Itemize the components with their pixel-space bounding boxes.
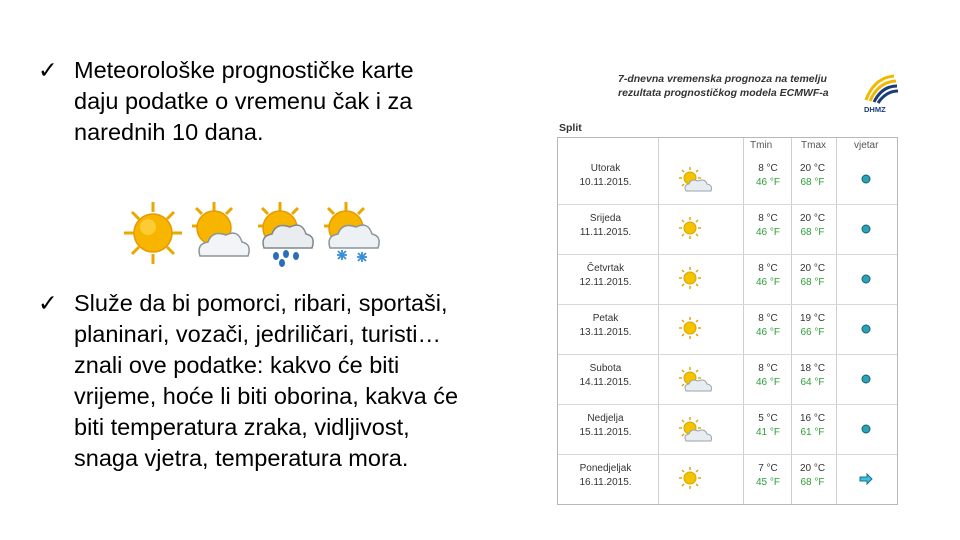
sun-cloud-snow-icon [318,198,384,268]
day-date: 16.11.2015. [579,477,632,488]
tmin-cell [738,362,798,390]
bullet-line: znali ove podatke: kakvo će biti [74,352,400,378]
day-cell [558,362,653,390]
tmin-cell [738,262,798,290]
day-cell [558,412,653,440]
sun-icon [678,265,714,293]
weather-icon-strip [120,198,390,268]
tmin-header: Tmin [750,140,773,151]
bullet-line: Služe da bi pomorci, ribari, sportaši, [74,290,448,316]
bullet-line: narednih 10 dana. [74,119,264,145]
day-name: Utorak [590,163,621,174]
city-label: Split [559,122,582,134]
tmax-fahrenheit: 61 °F [800,427,825,438]
day-date: 15.11.2015. [579,427,632,438]
tmin-celsius: 8 °C [758,363,778,374]
wind-dot-icon [859,172,873,186]
tmax-cell [790,412,835,440]
forecast-title-line: rezultata prognostičkog modela ECMWF-a [618,87,829,99]
tmax-celsius: 16 °C [799,413,826,424]
day-date: 12.11.2015. [579,277,632,288]
tmin-fahrenheit: 46 °F [755,377,780,388]
tmin-cell [738,462,798,490]
tmin-fahrenheit: 41 °F [755,427,780,438]
bullet-point [38,55,478,155]
forecast-row [558,254,897,304]
day-cell [558,212,653,240]
sun-icon [678,215,714,243]
day-date: 10.11.2015. [579,177,632,188]
wind-dot-icon [859,222,873,236]
bullet-line: biti temperatura zraka, vidljivost, [74,414,410,440]
tmin-celsius: 7 °C [758,463,778,474]
tmax-cell [790,362,835,390]
sun-cloud-rain-icon [252,198,318,268]
tmin-cell [738,162,798,190]
tmin-celsius: 5 °C [758,413,778,424]
day-name: Subota [589,363,622,374]
tmin-celsius: 8 °C [758,213,778,224]
forecast-row [558,454,897,504]
forecast-row [558,304,897,354]
tmax-celsius: 20 °C [799,263,826,274]
tmax-fahrenheit: 66 °F [800,327,825,338]
bullet-line: vrijeme, hoće li biti oborina, kakva će [74,383,459,409]
tmax-cell [790,262,835,290]
day-date: 11.11.2015. [579,227,632,238]
bullet-line: planinari, vozači, jedriličari, turisti… [74,321,441,347]
wind-arrow-right-icon [859,472,873,486]
day-name: Nedjelja [587,413,624,424]
bullet-line: snaga vjetra, temperatura mora. [74,445,409,471]
forecast-row [558,354,897,404]
tmin-fahrenheit: 45 °F [755,477,780,488]
bullet-line: Meteorološke prognostičke karte [74,57,414,83]
day-cell [558,312,653,340]
tmax-header: Tmax [801,140,826,151]
tmax-fahrenheit: 68 °F [800,227,825,238]
sun-icon [120,198,186,268]
dhmz-logo-icon [860,72,900,104]
tmax-fahrenheit: 68 °F [800,277,825,288]
wind-dot-icon [859,372,873,386]
tmin-cell [738,412,798,440]
day-cell [558,462,653,490]
tmin-cell [738,312,798,340]
tmin-fahrenheit: 46 °F [755,327,780,338]
tmax-celsius: 20 °C [799,463,826,474]
forecast-row [558,404,897,454]
wind-dot-icon [859,422,873,436]
tmin-celsius: 8 °C [758,313,778,324]
tmax-fahrenheit: 68 °F [800,477,825,488]
forecast-row [558,204,897,254]
tmin-cell [738,212,798,240]
tmax-fahrenheit: 64 °F [800,377,825,388]
tmax-celsius: 19 °C [799,313,826,324]
tmin-fahrenheit: 46 °F [755,227,780,238]
day-cell [558,162,653,190]
sun-cloud-icon [678,365,714,393]
tmax-cell [790,462,835,490]
bullet-text [74,55,414,148]
day-date: 14.11.2015. [579,377,632,388]
wind-dot-icon [859,272,873,286]
sun-cloud-icon [186,198,252,268]
bullet-point [38,288,518,488]
tmax-celsius: 20 °C [799,213,826,224]
forecast-table [557,137,898,505]
wind-dot-icon [859,322,873,336]
sun-cloud-icon [678,165,714,193]
day-cell [558,262,653,290]
forecast-title-line: 7-dnevna vremenska prognoza na temelju [618,73,827,85]
dhmz-logo [860,72,900,116]
dhmz-logo-text: DHMZ [864,105,886,114]
day-date: 13.11.2015. [579,327,632,338]
sun-icon [678,465,714,493]
day-name: Petak [592,313,619,324]
bullet-text [74,288,458,474]
tmax-celsius: 20 °C [799,163,826,174]
forecast-title [618,72,848,112]
tmin-celsius: 8 °C [758,263,778,274]
bullet-line: daju podatke o vremenu čak i za [74,88,413,114]
day-name: Srijeda [589,213,622,224]
checkmark-icon: ✓ [38,57,58,83]
tmax-cell [790,162,835,190]
day-name: Četvrtak [586,263,625,274]
tmax-cell [790,312,835,340]
tmin-fahrenheit: 46 °F [755,277,780,288]
tmax-fahrenheit: 68 °F [800,177,825,188]
tmax-cell [790,212,835,240]
tmin-fahrenheit: 46 °F [755,177,780,188]
wind-header: vjetar [854,140,879,151]
day-name: Ponedjeljak [579,463,632,474]
forecast-row [558,154,897,204]
sun-icon [678,315,714,343]
checkmark-icon: ✓ [38,290,58,316]
sun-cloud-icon [678,415,714,443]
tmin-celsius: 8 °C [758,163,778,174]
tmax-celsius: 18 °C [799,363,826,374]
